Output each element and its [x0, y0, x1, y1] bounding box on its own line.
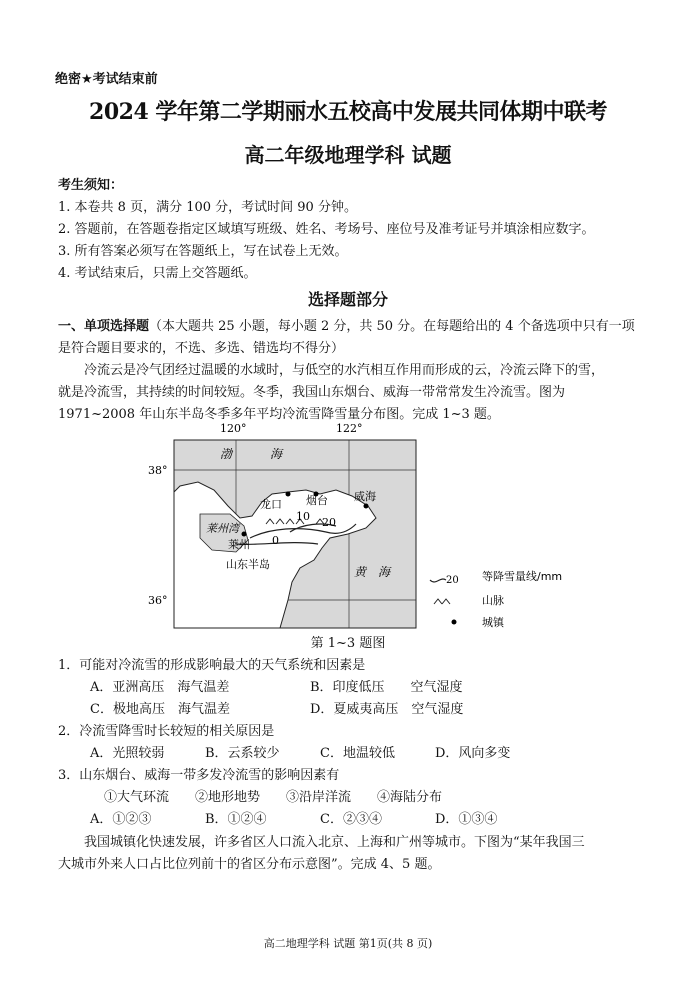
legend-isoline-label: 等降雪量线/mm [482, 570, 563, 583]
snowfall-map [140, 420, 580, 632]
option: B．①②④ [205, 812, 267, 827]
notice-heading: 考生须知： [58, 178, 124, 193]
lat-label: 38° [148, 464, 168, 477]
lat-label: 36° [148, 594, 168, 607]
passage-2-line: 我国城镇化快速发展，许多省区人口流入北京、上海和广州等城市。下图为“某年我国三 [84, 835, 585, 850]
option: B．印度低压 空气湿度 [310, 680, 463, 695]
option: A．①②③ [90, 812, 152, 827]
option: C．地温较低 [320, 746, 395, 761]
town-label: 烟台 [306, 494, 328, 507]
notice-item: 1. 本卷共 8 页，满分 100 分，考试时间 90 分钟。 [58, 200, 357, 215]
lon-label: 122° [336, 422, 363, 435]
figure-caption: 第 1~3 题图 [310, 636, 386, 651]
town-laizhou [242, 532, 247, 537]
option: D．夏威夷高压 空气湿度 [310, 702, 464, 717]
legend-mountain-symbol [434, 599, 450, 604]
question-stem: 1．可能对冷流雪的形成影响最大的天气系统和因素是 [58, 658, 366, 673]
passage-1-line: 就是冷流雪，其持续的时间较短。冬季，我国山东烟台、威海一带常常发生冷流雪。图为 [58, 385, 566, 400]
option: B．云系较少 [205, 746, 280, 761]
passage-2-line: 大城市外来人口占比位列前十的省区分布示意图”。完成 4、5 题。 [58, 857, 441, 872]
confidential-label: 绝密★考试结束前 [55, 72, 158, 87]
option: D．风向多变 [435, 746, 511, 761]
question-stem: 2．冷流雪降雪时长较短的相关原因是 [58, 724, 275, 739]
section-title: 选择题部分 [307, 290, 388, 309]
bay-label: 莱州湾 [206, 522, 239, 535]
option: A．光照较弱 [90, 746, 165, 761]
notice-item: 3. 所有答案必须写在答题纸上，写在试卷上无效。 [58, 244, 348, 259]
notice-item: 2. 答题前，在答题卷指定区域填写班级、姓名、考场号、座位号及准考证号并填涂相应数字。 [58, 222, 595, 237]
legend-isoline-value: 20 [446, 575, 459, 586]
town-weihai [364, 504, 369, 509]
exam-subtitle: 高二年级地理学科 试题 [244, 143, 452, 167]
town-longkou [286, 492, 291, 497]
legend-town-symbol [452, 620, 457, 625]
town-label: 莱州 [228, 538, 250, 551]
passage-1-line: 1971~2008 年山东半岛冬季多年平均冷流雪降雪量分布图。完成 1~3 题。 [58, 407, 500, 422]
isoline-value: 20 [322, 516, 336, 529]
option: C．②③④ [320, 812, 382, 827]
question-stem: 3．山东烟台、威海一带多发冷流雪的影响因素有 [58, 768, 340, 783]
town-label: 威海 [354, 490, 376, 503]
sea-yellow-label: 黄 海 [354, 565, 391, 579]
part-description: （本大题共 25 小题，每小题 2 分，共 50 分。在每题给出的 4 个备选项中只有一项是符合题目要求的，不选、多选、错选均不得分） [58, 319, 635, 356]
exam-title: 2024 学年第二学期丽水五校高中发展共同体期中联考 [89, 99, 607, 125]
isoline-value: 10 [296, 510, 310, 523]
lon-label: 120° [220, 422, 247, 435]
isoline-value: 0 [272, 534, 279, 547]
sea-bohai-label: 海 [270, 447, 283, 461]
page-footer: 高二地理学科 试题 第1页(共 8 页) [263, 937, 433, 950]
sea-bohai-label: 渤 [220, 447, 233, 461]
option: C．极地高压 海气温差 [90, 702, 230, 717]
legend-town-label: 城镇 [482, 616, 504, 629]
part-instructions [58, 316, 638, 360]
peninsula-label: 山东半岛 [226, 558, 270, 571]
passage-1-line: 冷流云是冷气团经过温暖的水域时，与低空的水汽相互作用而形成的云，冷流云降下的雪， [84, 363, 605, 378]
option: A．亚洲高压 海气温差 [90, 680, 230, 695]
factor-list: ①大气环流 ②地形地势 ③沿岸洋流 ④海陆分布 [104, 790, 443, 805]
legend-isoline-symbol [430, 579, 446, 582]
option: D．①③④ [435, 812, 498, 827]
legend-mountain-label: 山脉 [482, 594, 504, 607]
part-label: 一、单项选择题 [58, 319, 150, 334]
town-label: 龙口 [260, 498, 282, 511]
notice-item: 4. 考试结束后，只需上交答题纸。 [58, 266, 257, 281]
